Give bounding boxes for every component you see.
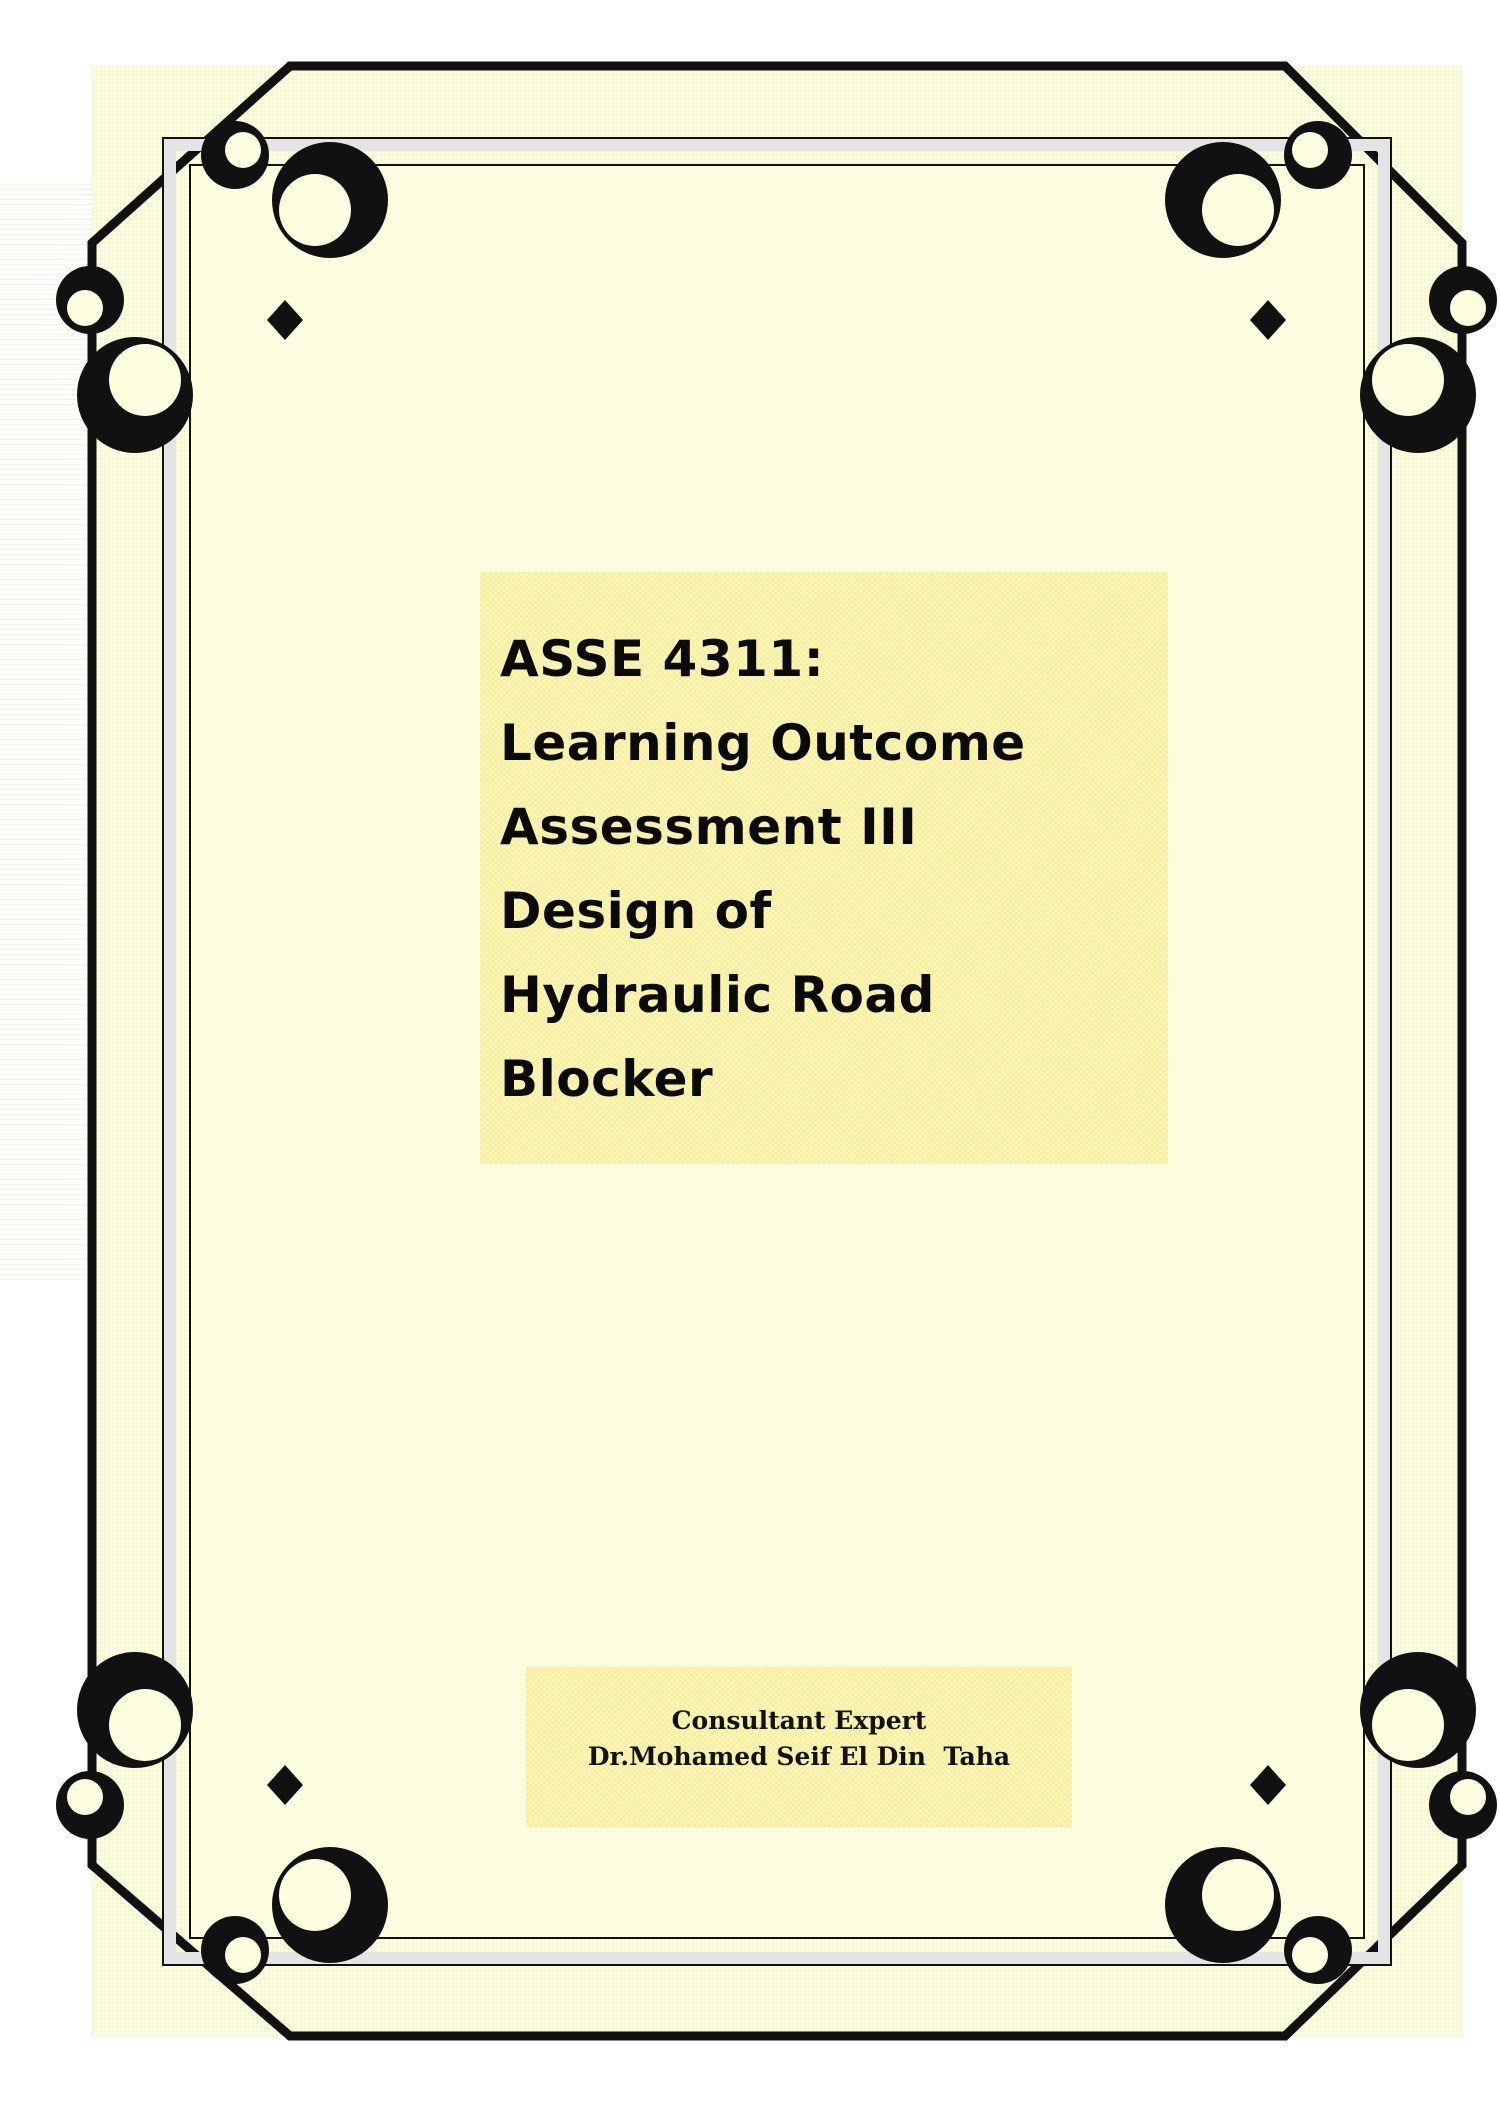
- title-line-3: Assessment III: [500, 798, 918, 856]
- author-name: Dr.Mohamed Seif El Din Taha: [587, 1742, 1011, 1771]
- title-box: [480, 572, 1168, 1164]
- author-role: Consultant Expert: [671, 1706, 927, 1735]
- title-line-4: Design of: [500, 882, 772, 940]
- title-line-2: Learning Outcome: [500, 714, 1026, 772]
- author-box: [526, 1667, 1072, 1827]
- title-line-course: ASSE 4311:: [500, 630, 825, 688]
- document-title: [500, 617, 1026, 1121]
- title-line-5: Hydraulic Road: [500, 966, 935, 1024]
- title-line-6: Blocker: [500, 1050, 714, 1108]
